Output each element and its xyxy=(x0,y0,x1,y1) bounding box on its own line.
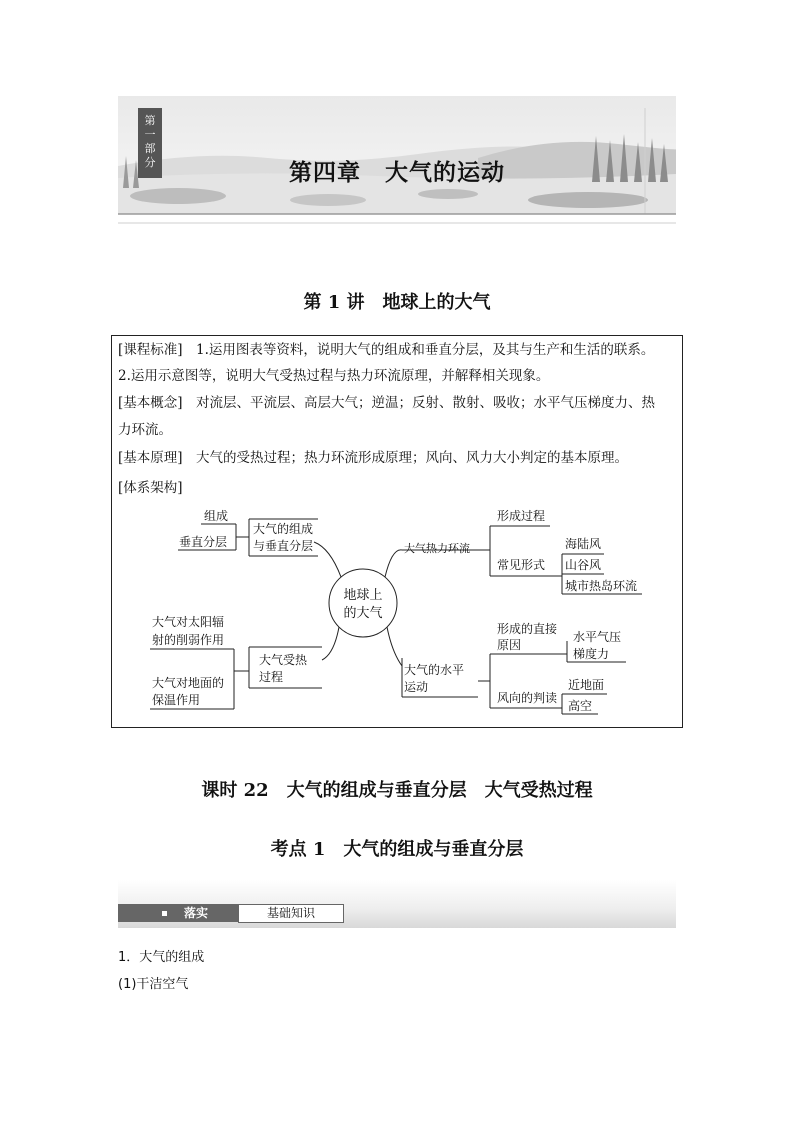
mindmap-node-label: 大气的组成 xyxy=(253,522,314,536)
mindmap-subleaf-label: 高空 xyxy=(568,699,593,713)
part-tag-char: 部 xyxy=(144,142,156,155)
mindmap-node-label: 大气受热 xyxy=(259,653,308,667)
mindmap-node-label: 大气的水平 xyxy=(404,663,465,677)
mindmap-center-node xyxy=(329,569,397,637)
mindmap-leaf-label: 垂直分层 xyxy=(179,535,228,549)
section-label-dark xyxy=(118,904,238,922)
lecture-title: 第 1 讲 地球上的大气 xyxy=(303,292,491,313)
mindmap-leaf-label: 大气对太阳辐 xyxy=(152,615,225,629)
concepts-line: [基本概念] 对流层、平流层、高层大气；逆温；反射、散射、吸收；水平气压梯度力、热 xyxy=(118,395,656,411)
chapter-banner xyxy=(118,96,676,256)
mindmap-subleaf-label: 梯度力 xyxy=(573,647,610,661)
section-bar xyxy=(118,880,676,928)
mindmap-leaf-label: 射的削弱作用 xyxy=(152,633,225,647)
mindmap-node-label: 大气热力环流 xyxy=(404,542,470,555)
mindmap-subleaf-label: 水平气压 xyxy=(573,630,622,644)
part-tag-char: 第 xyxy=(144,114,156,127)
mindmap-leaf-label: 常见形式 xyxy=(497,558,546,572)
mindmap-center-label: 的大气 xyxy=(343,606,383,621)
mindmap-subleaf-label: 近地面 xyxy=(568,678,605,692)
course-standards-box xyxy=(111,335,683,728)
mindmap-leaf-label: 风向的判读 xyxy=(497,691,558,705)
chapter-title: 第四章 大气的运动 xyxy=(289,160,505,186)
mindmap-leaf-label: 大气对地面的 xyxy=(152,676,225,690)
standards-line: 2.运用示意图等，说明大气受热过程与热力环流原理，并解释相关现象。 xyxy=(118,368,550,384)
mind-map xyxy=(112,336,682,727)
point-title: 考点 1 大气的组成与垂直分层 xyxy=(270,839,524,860)
body-item: 1．大气的组成 xyxy=(118,950,205,965)
mindmap-leaf-label: 原因 xyxy=(497,638,522,652)
concepts-line: 力环流。 xyxy=(118,422,172,438)
section-label-light: 基础知识 xyxy=(238,904,344,923)
mindmap-node-label: 过程 xyxy=(259,670,284,684)
standards-line: [课程标准] 1.运用图表等资料，说明大气的组成和垂直分层，及其与生产和生活的联系。 xyxy=(118,342,655,358)
lesson-title: 课时 22 大气的组成与垂直分层 大气受热过程 xyxy=(201,780,593,801)
mindmap-leaf-label: 形成的直接 xyxy=(497,622,558,636)
mindmap-leaf-label: 形成过程 xyxy=(497,509,546,523)
mindmap-leaf-label: 组成 xyxy=(204,509,229,523)
mindmap-node-label: 与垂直分层 xyxy=(253,539,314,553)
part-tag-char: 分 xyxy=(144,156,156,169)
mindmap-node-label: 运动 xyxy=(404,680,429,694)
square-bullet-icon xyxy=(162,911,167,916)
section-label-text: 落实 xyxy=(184,906,209,920)
mindmap-subleaf-label: 海陆风 xyxy=(565,537,602,551)
mindmap-subleaf-label: 城市热岛环流 xyxy=(565,579,638,593)
framework-label: [体系架构] xyxy=(118,480,183,496)
mindmap-center-label: 地球上 xyxy=(343,588,383,603)
body-subitem: (1)干洁空气 xyxy=(118,977,189,992)
mindmap-leaf-label: 保温作用 xyxy=(152,693,201,707)
part-tag-char: 一 xyxy=(144,128,156,141)
principles-line: [基本原理] 大气的受热过程；热力环流形成原理；风向、风力大小判定的基本原理。 xyxy=(118,450,629,466)
mindmap-subleaf-label: 山谷风 xyxy=(565,558,602,572)
